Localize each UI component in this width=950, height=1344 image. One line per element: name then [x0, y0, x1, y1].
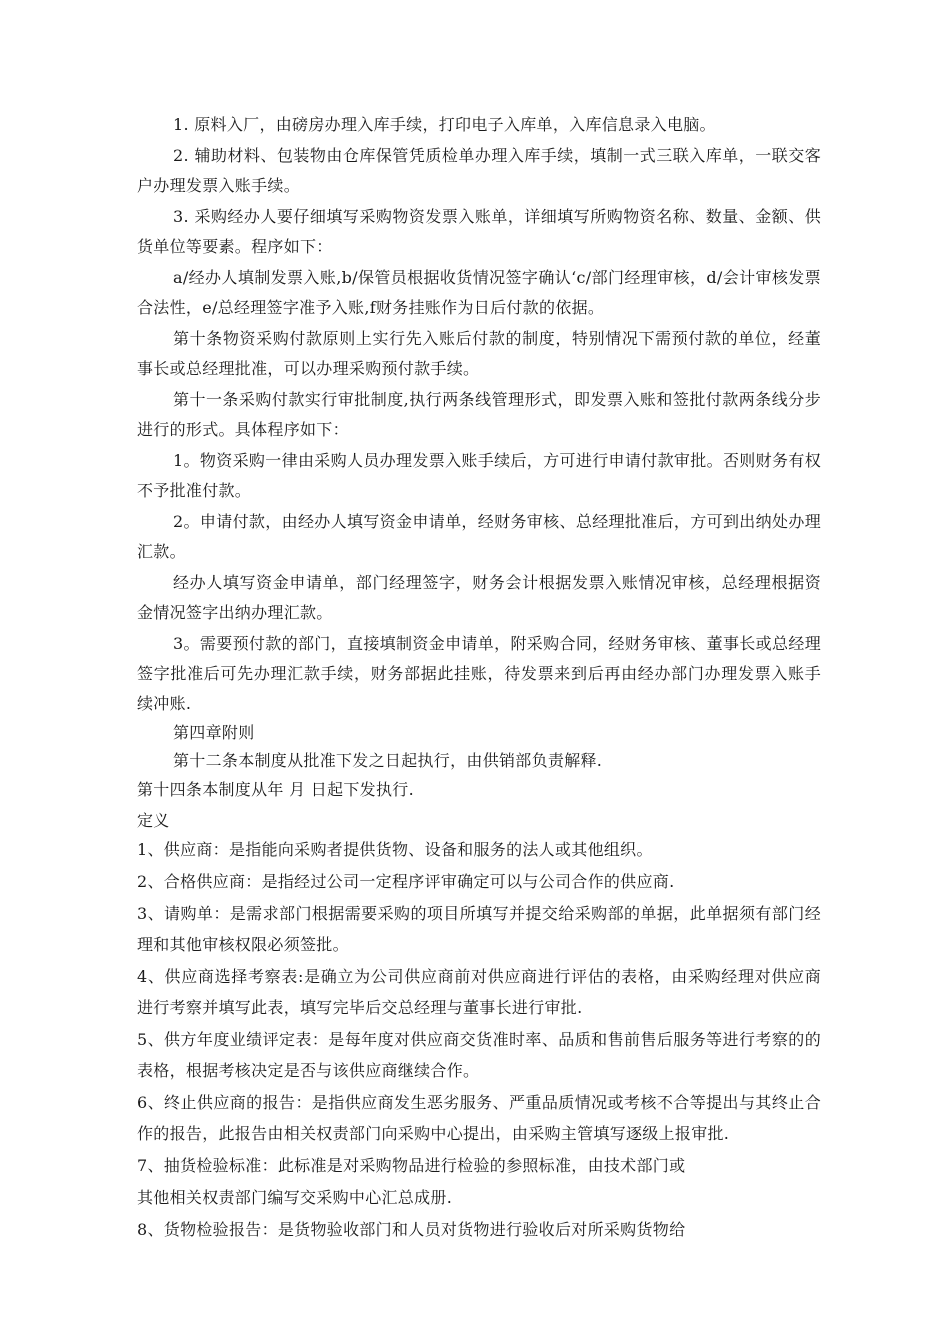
definition-item: 5、供方年度业绩评定表：是每年度对供应商交货准时率、品质和售前售后服务等进行考察的的表格，根据考核决定是否与该供应商继续合作。 — [137, 1030, 821, 1080]
paragraph-article-11: 第十一条采购付款实行审批制度,执行两条线管理形式，即发票入账和签批付款两条线分步进行的形式。具体程序如下： — [137, 390, 821, 439]
chapter-heading: 第四章附则 — [173, 723, 255, 742]
paragraph-auxiliary-materials: 2. 辅助材料、包装物由仓库保管凭质检单办理入库手续，填制一式三联入库单，一联交客户办理发票入账手续。 — [137, 146, 821, 195]
definition-item: 8、货物检验报告：是货物验收部门和人员对货物进行验收后对所采购货物给 — [137, 1220, 686, 1239]
paragraph-article-12: 第十二条本制度从批准下发之日起执行，由供销部负责解释. — [173, 751, 603, 770]
definition-item: 6、终止供应商的报告：是指供应商发生恶劣服务、严重品质情况或考核不合等提出与其终止合作的报告，此报告由相关权责部门向采购中心提出，由采购主管填写逐级上报审批. — [137, 1093, 821, 1143]
paragraph-payment-step-3: 3。需要预付款的部门，直接填制资金申请单，附采购合同，经财务审核、董事长或总经理签字批准后可先办理汇款手续，财务部据此挂账，待发票来到后再由经办部门办理发票入账手续冲账. — [137, 634, 821, 713]
definition-item: 4、供应商选择考察表:是确立为公司供应商前对供应商进行评估的表格，由采购经理对供应商进行考察并填写此表，填写完毕后交总经理与董事长进行审批. — [137, 967, 821, 1017]
paragraph-fund-application: 经办人填写资金申请单，部门经理签字，财务会计根据发票入账情况审核，总经理根据资金情况签字出纳办理汇款。 — [137, 573, 821, 622]
definition-item: 2、合格供应商：是指经过公司一定程序评审确定可以与公司合作的供应商. — [137, 872, 675, 891]
paragraph-article-14: 第十四条本制度从年 月 日起下发执行. — [137, 780, 414, 799]
document-body — [137, 110, 821, 1246]
definitions-heading: 定义 — [137, 811, 170, 830]
paragraph-procedure-steps: a/经办人填制发票入账,b/保管员根据收货情况签字确认‘c/部门经理审核，d/会计审核发票合法性，e/总经理签字准予入账,f财务挂账作为日后付款的依据。 — [137, 268, 821, 317]
definition-item-continuation: 其他相关权责部门编写交采购中心汇总成册. — [137, 1188, 453, 1207]
paragraph-invoice-entry: 3. 采购经办人要仔细填写采购物资发票入账单，详细填写所购物资名称、数量、金额、供货单位等要素。程序如下： — [137, 207, 821, 256]
paragraph-payment-step-2: 2。申请付款，由经办人填写资金申请单，经财务审核、总经理批准后，方可到出纳处办理汇款。 — [137, 512, 821, 561]
definition-item: 3、请购单：是需求部门根据需要采购的项目所填写并提交给采购部的单据，此单据须有部门经理和其他审核权限必须签批。 — [137, 904, 821, 954]
paragraph-raw-material-entry: 1. 原料入厂，由磅房办理入库手续，打印电子入库单，入库信息录入电脑。 — [173, 115, 716, 134]
definition-item: 7、抽货检验标准：此标准是对采购物品进行检验的参照标准，由技术部门或 — [137, 1156, 686, 1175]
paragraph-article-10: 第十条物资采购付款原则上实行先入账后付款的制度，特别情况下需预付款的单位，经董事长或总经理批准，可以办理采购预付款手续。 — [137, 329, 821, 378]
paragraph-payment-step-1: 1。物资采购一律由采购人员办理发票入账手续后，方可进行申请付款审批。否则财务有权不予批准付款。 — [137, 451, 821, 500]
definition-item: 1、供应商：是指能向采购者提供货物、设备和服务的法人或其他组织。 — [137, 840, 653, 859]
